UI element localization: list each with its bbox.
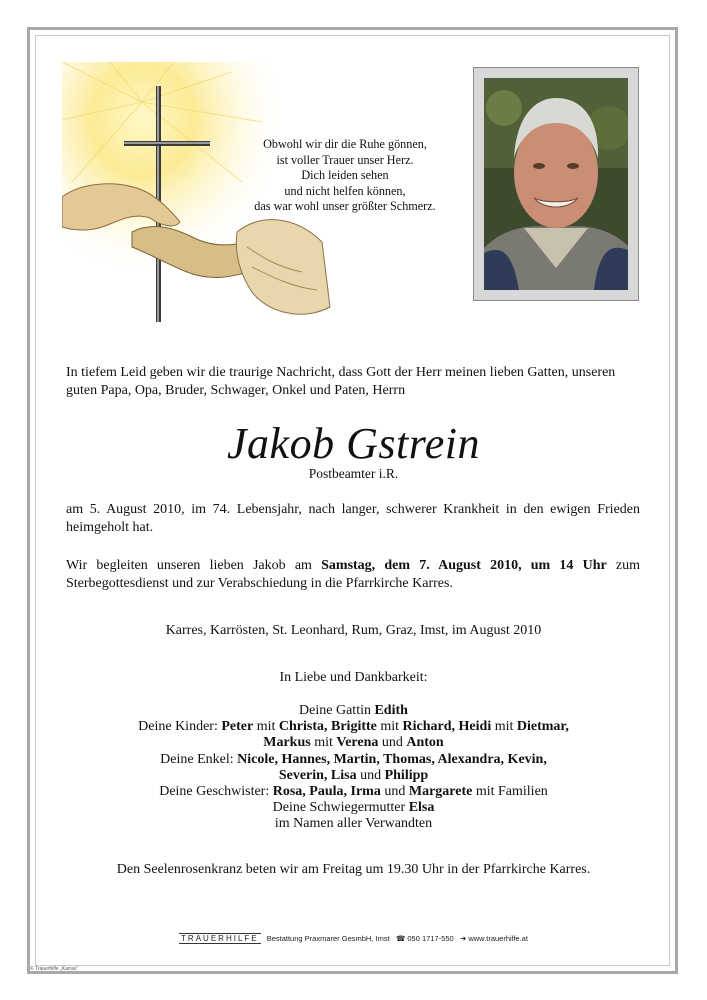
deceased-title: Postbeamter i.R. xyxy=(308,466,399,481)
phone-icon: ☎ xyxy=(395,934,406,943)
siblings-line: Deine Geschwister: Rosa, Paula, Irma und Margarete mit Familien xyxy=(159,784,548,800)
relatives-line: im Namen aller Verwandten xyxy=(274,816,433,832)
poem-line: Dich leiden sehen xyxy=(301,168,389,183)
funeral-text: zum Sterbegottesdienst und zur Verabschiedung in die Pfarrkirche Karres. xyxy=(66,558,640,591)
brand-logo: TRAUERHILFE xyxy=(181,934,259,943)
wife-line: Deine Gattin Edith xyxy=(299,703,408,718)
grandchildren-line-2: Severin, Lisa und Philipp xyxy=(278,767,429,783)
poem-line: das war wohl unser größter Schmerz. xyxy=(254,199,436,214)
funeral-text: Wir begleiten unseren lieben Jakob am xyxy=(66,558,322,573)
phone-number: 050 1717-550 xyxy=(407,934,454,943)
inlaw-line: Deine Schwiegermutter Elsa xyxy=(272,800,435,816)
portrait-photo xyxy=(484,78,628,290)
company-name: Bestattung Praxmarer GesmbH, Imst xyxy=(266,934,390,943)
website: www.trauerhilfe.at xyxy=(468,934,528,943)
places-line: Karres, Karrösten, St. Leonhard, Rum, Graz, Imst, im August 2010 xyxy=(165,623,542,638)
poem-line: Obwohl wir dir die Ruhe gönnen, xyxy=(263,137,427,151)
children-line: Deine Kinder: Peter mit Christa, Brigitte mit Richard, Heidi mit Dietmar, xyxy=(138,719,569,735)
funeral-paragraph xyxy=(66,557,640,593)
deceased-name: Jakob Gstrein xyxy=(227,419,480,468)
portrait-frame xyxy=(473,67,639,301)
intro-text: In tiefem Leid geben wir die traurige Nachricht, dass Gott der Herr meinen lieben Gatten, unseren guten Papa, Opa, Bruder, Schwager, Onkel und Paten, Herrn xyxy=(66,365,616,398)
children-line-2: Markus mit Verena und Anton xyxy=(263,735,444,751)
grandchildren-line: Deine Enkel: Nicole, Hannes, Martin, Thomas, Alexandra, Kevin, xyxy=(160,751,547,767)
footer xyxy=(0,934,707,943)
rosary-line: Den Seelenrosenkranz beten wir am Freitag um 19.30 Uhr in der Pfarrkirche Karres. xyxy=(116,862,591,877)
poem xyxy=(230,137,460,215)
family-list xyxy=(0,703,707,833)
copyright: © Trauerhilfe „Karras“ xyxy=(30,966,79,972)
funeral-date: Samstag, dem 7. August 2010, um 14 Uhr xyxy=(321,558,607,573)
death-paragraph: am 5. August 2010, im 74. Lebensjahr, nach langer, schwerer Krankheit in den ewigen Frieden heimgeholt hat. xyxy=(66,502,640,535)
web-icon: ➜ xyxy=(459,934,467,943)
poem-line: ist voller Trauer unser Herz. xyxy=(276,152,414,167)
love-line: In Liebe und Dankbarkeit: xyxy=(279,670,428,685)
poem-line: und nicht helfen können, xyxy=(284,183,406,198)
